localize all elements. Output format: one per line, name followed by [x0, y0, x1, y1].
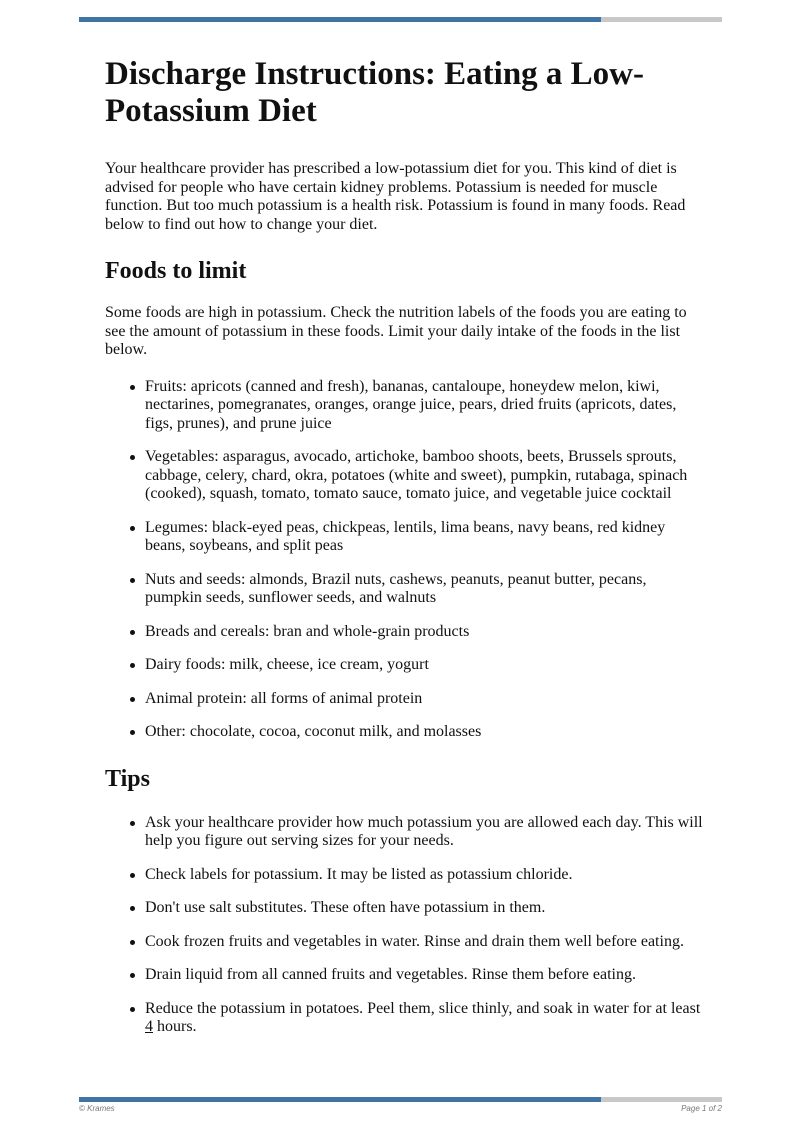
- list-item-text: Animal protein: all forms of animal protein: [145, 689, 423, 707]
- bullet-icon: [130, 973, 135, 978]
- bullet-icon: [130, 526, 135, 531]
- list-item: [105, 448, 705, 504]
- list-item-text: Breads and cereals: bran and whole-grain products: [145, 622, 470, 640]
- intro-paragraph: Your healthcare provider has prescribed a low-potassium diet for you. This kind of diet is advised for people who have certain kidney problems. Potassium is needed for muscle function. But too much potassium is a health risk. Potassium is found in many foods. Read below to find out how to change your diet.: [105, 160, 686, 233]
- list-item: [105, 1000, 705, 1037]
- page-title: Discharge Instructions: Eating a Low-Potassium Diet: [105, 56, 645, 129]
- list-item: [105, 690, 705, 709]
- list-item-text: [145, 1000, 700, 1036]
- list-item: [105, 899, 705, 918]
- foods-list: [105, 378, 705, 742]
- footer-page-number: Page 1 of 2: [681, 1104, 722, 1113]
- hours-number: 4: [145, 1018, 153, 1035]
- list-item-text: Check labels for potassium. It may be listed as potassium chloride.: [145, 865, 573, 883]
- list-item: [105, 723, 705, 742]
- list-item: [105, 378, 705, 434]
- footer-rule: [79, 1097, 722, 1102]
- footer-copyright: © Krames: [79, 1104, 115, 1113]
- foods-to-limit-heading: Foods to limit: [105, 258, 247, 284]
- list-item-text-start: Reduce the potassium in potatoes. Peel them, slice thinly, and soak in water for at least: [145, 999, 701, 1017]
- bullet-icon: [130, 821, 135, 826]
- bullet-icon: [130, 630, 135, 635]
- list-item-text: Legumes: black-eyed peas, chickpeas, lentils, lima beans, navy beans, red kidney beans, soybeans, and split peas: [145, 518, 666, 554]
- document-body: [105, 56, 705, 1037]
- list-item: [105, 623, 705, 642]
- header-rule: [79, 17, 722, 22]
- bullet-icon: [130, 873, 135, 878]
- list-item-text: Drain liquid from all canned fruits and vegetables. Rinse them before eating.: [145, 966, 636, 983]
- foods-intro-paragraph: Some foods are high in potassium. Check the nutrition labels of the foods you are eating to see the amount of potassium in these foods. Limit your daily intake of the foods in the list below.: [105, 304, 687, 358]
- bullet-icon: [130, 385, 135, 390]
- list-item: [105, 866, 705, 885]
- list-item-text: Don't use salt substitutes. These often have potassium in them.: [145, 899, 546, 916]
- bullet-icon: [130, 455, 135, 460]
- list-item: [105, 571, 705, 608]
- list-item: [105, 814, 705, 851]
- list-item-text: Other: chocolate, cocoa, coconut milk, and molasses: [145, 723, 482, 740]
- bullet-icon: [130, 730, 135, 735]
- bullet-icon: [130, 663, 135, 668]
- footer-rule-accent: [79, 1097, 601, 1102]
- bullet-icon: [130, 697, 135, 702]
- header-rule-accent: [79, 17, 601, 22]
- list-item-text: Dairy foods: milk, cheese, ice cream, yogurt: [145, 656, 429, 673]
- tips-list: [105, 814, 705, 1037]
- list-item-text: Ask your healthcare provider how much potassium you are allowed each day. This will help you figure out serving sizes for your needs.: [145, 813, 703, 849]
- list-item-text: Vegetables: asparagus, avocado, artichoke, bamboo shoots, beets, Brussels sprouts, cabbage, celery, chard, okra, potatoes (white and sweet), pumpkin, rutabaga, spinach (cooked), squash, tomato, tomato sauce, tomato juice, and vegetable juice cocktail: [145, 448, 688, 502]
- list-item: [105, 966, 705, 985]
- list-item-text: Fruits: apricots (canned and fresh), bananas, cantaloupe, honeydew melon, kiwi, nectarines, pomegranates, oranges, orange juice, pears, dried fruits (apricots, dates, figs, prunes), and prune juice: [145, 377, 677, 432]
- bullet-icon: [130, 1007, 135, 1012]
- tips-heading: Tips: [105, 765, 150, 792]
- list-item-text: Nuts and seeds: almonds, Brazil nuts, cashews, peanuts, peanut butter, pecans, pumpkin seeds, sunflower seeds, and walnuts: [145, 570, 647, 606]
- bullet-icon: [130, 578, 135, 583]
- bullet-icon: [130, 906, 135, 911]
- bullet-icon: [130, 940, 135, 945]
- list-item: [105, 519, 705, 556]
- list-item-text-end: hours.: [153, 1018, 197, 1035]
- list-item: [105, 656, 705, 675]
- list-item-text: Cook frozen fruits and vegetables in water. Rinse and drain them well before eating.: [145, 932, 684, 950]
- list-item: [105, 933, 705, 952]
